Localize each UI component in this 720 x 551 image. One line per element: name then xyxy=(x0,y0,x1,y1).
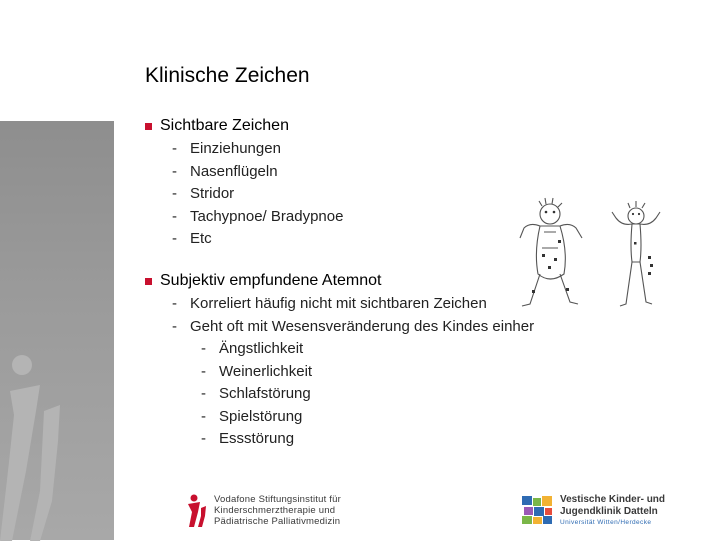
sub-list xyxy=(172,293,534,338)
bullet-square-icon xyxy=(145,278,152,285)
figure-logo-icon xyxy=(186,494,208,528)
section-heading-text: Sichtbare Zeichen xyxy=(160,117,289,134)
side-band xyxy=(0,121,114,540)
clinic-logo-icon xyxy=(520,494,554,526)
stylized-figure-icon xyxy=(0,351,80,551)
list-item: - Etc xyxy=(172,230,212,247)
list-item: - Ängstlichkeit xyxy=(201,340,304,357)
list-item: - Schlafstörung xyxy=(201,385,311,402)
child-drawings-illustration xyxy=(512,192,672,312)
list-item: - Geht oft mit Wesensveränderung des Kindes einher xyxy=(172,317,535,335)
list-item: - Korreliert häufig nicht mit sichtbaren Zeichen xyxy=(172,295,487,312)
list-item: - Tachypnoe/ Bradypnoe xyxy=(172,207,344,225)
bullet-square-icon xyxy=(145,123,152,130)
list-item: - Weinerlichkeit xyxy=(201,362,313,380)
section-heading xyxy=(145,117,289,135)
slide-title: Klinische Zeichen xyxy=(145,64,310,87)
list-item: - Spielstörung xyxy=(201,407,303,425)
list-item: - Essstörung xyxy=(201,430,295,447)
sub-list xyxy=(172,138,343,251)
list-item: - Stridor xyxy=(172,185,235,202)
institute-logo xyxy=(186,494,341,528)
section-heading xyxy=(145,272,381,290)
institute-name: Vodafone Stiftungsinstitut für Kinderschmerztherapie und Pädiatrische Palliativmedizin xyxy=(214,494,341,527)
clinic-name: Vestische Kinder- und Jugendklinik Datteln Universität Witten/Herdecke xyxy=(560,494,666,526)
list-item: - Einziehungen xyxy=(172,140,281,157)
nested-sub-list xyxy=(201,338,312,451)
list-item: - Nasenflügeln xyxy=(172,162,278,180)
clinic-logo xyxy=(520,494,665,527)
section-heading-text: Subjektiv empfundene Atemnot xyxy=(160,272,382,289)
